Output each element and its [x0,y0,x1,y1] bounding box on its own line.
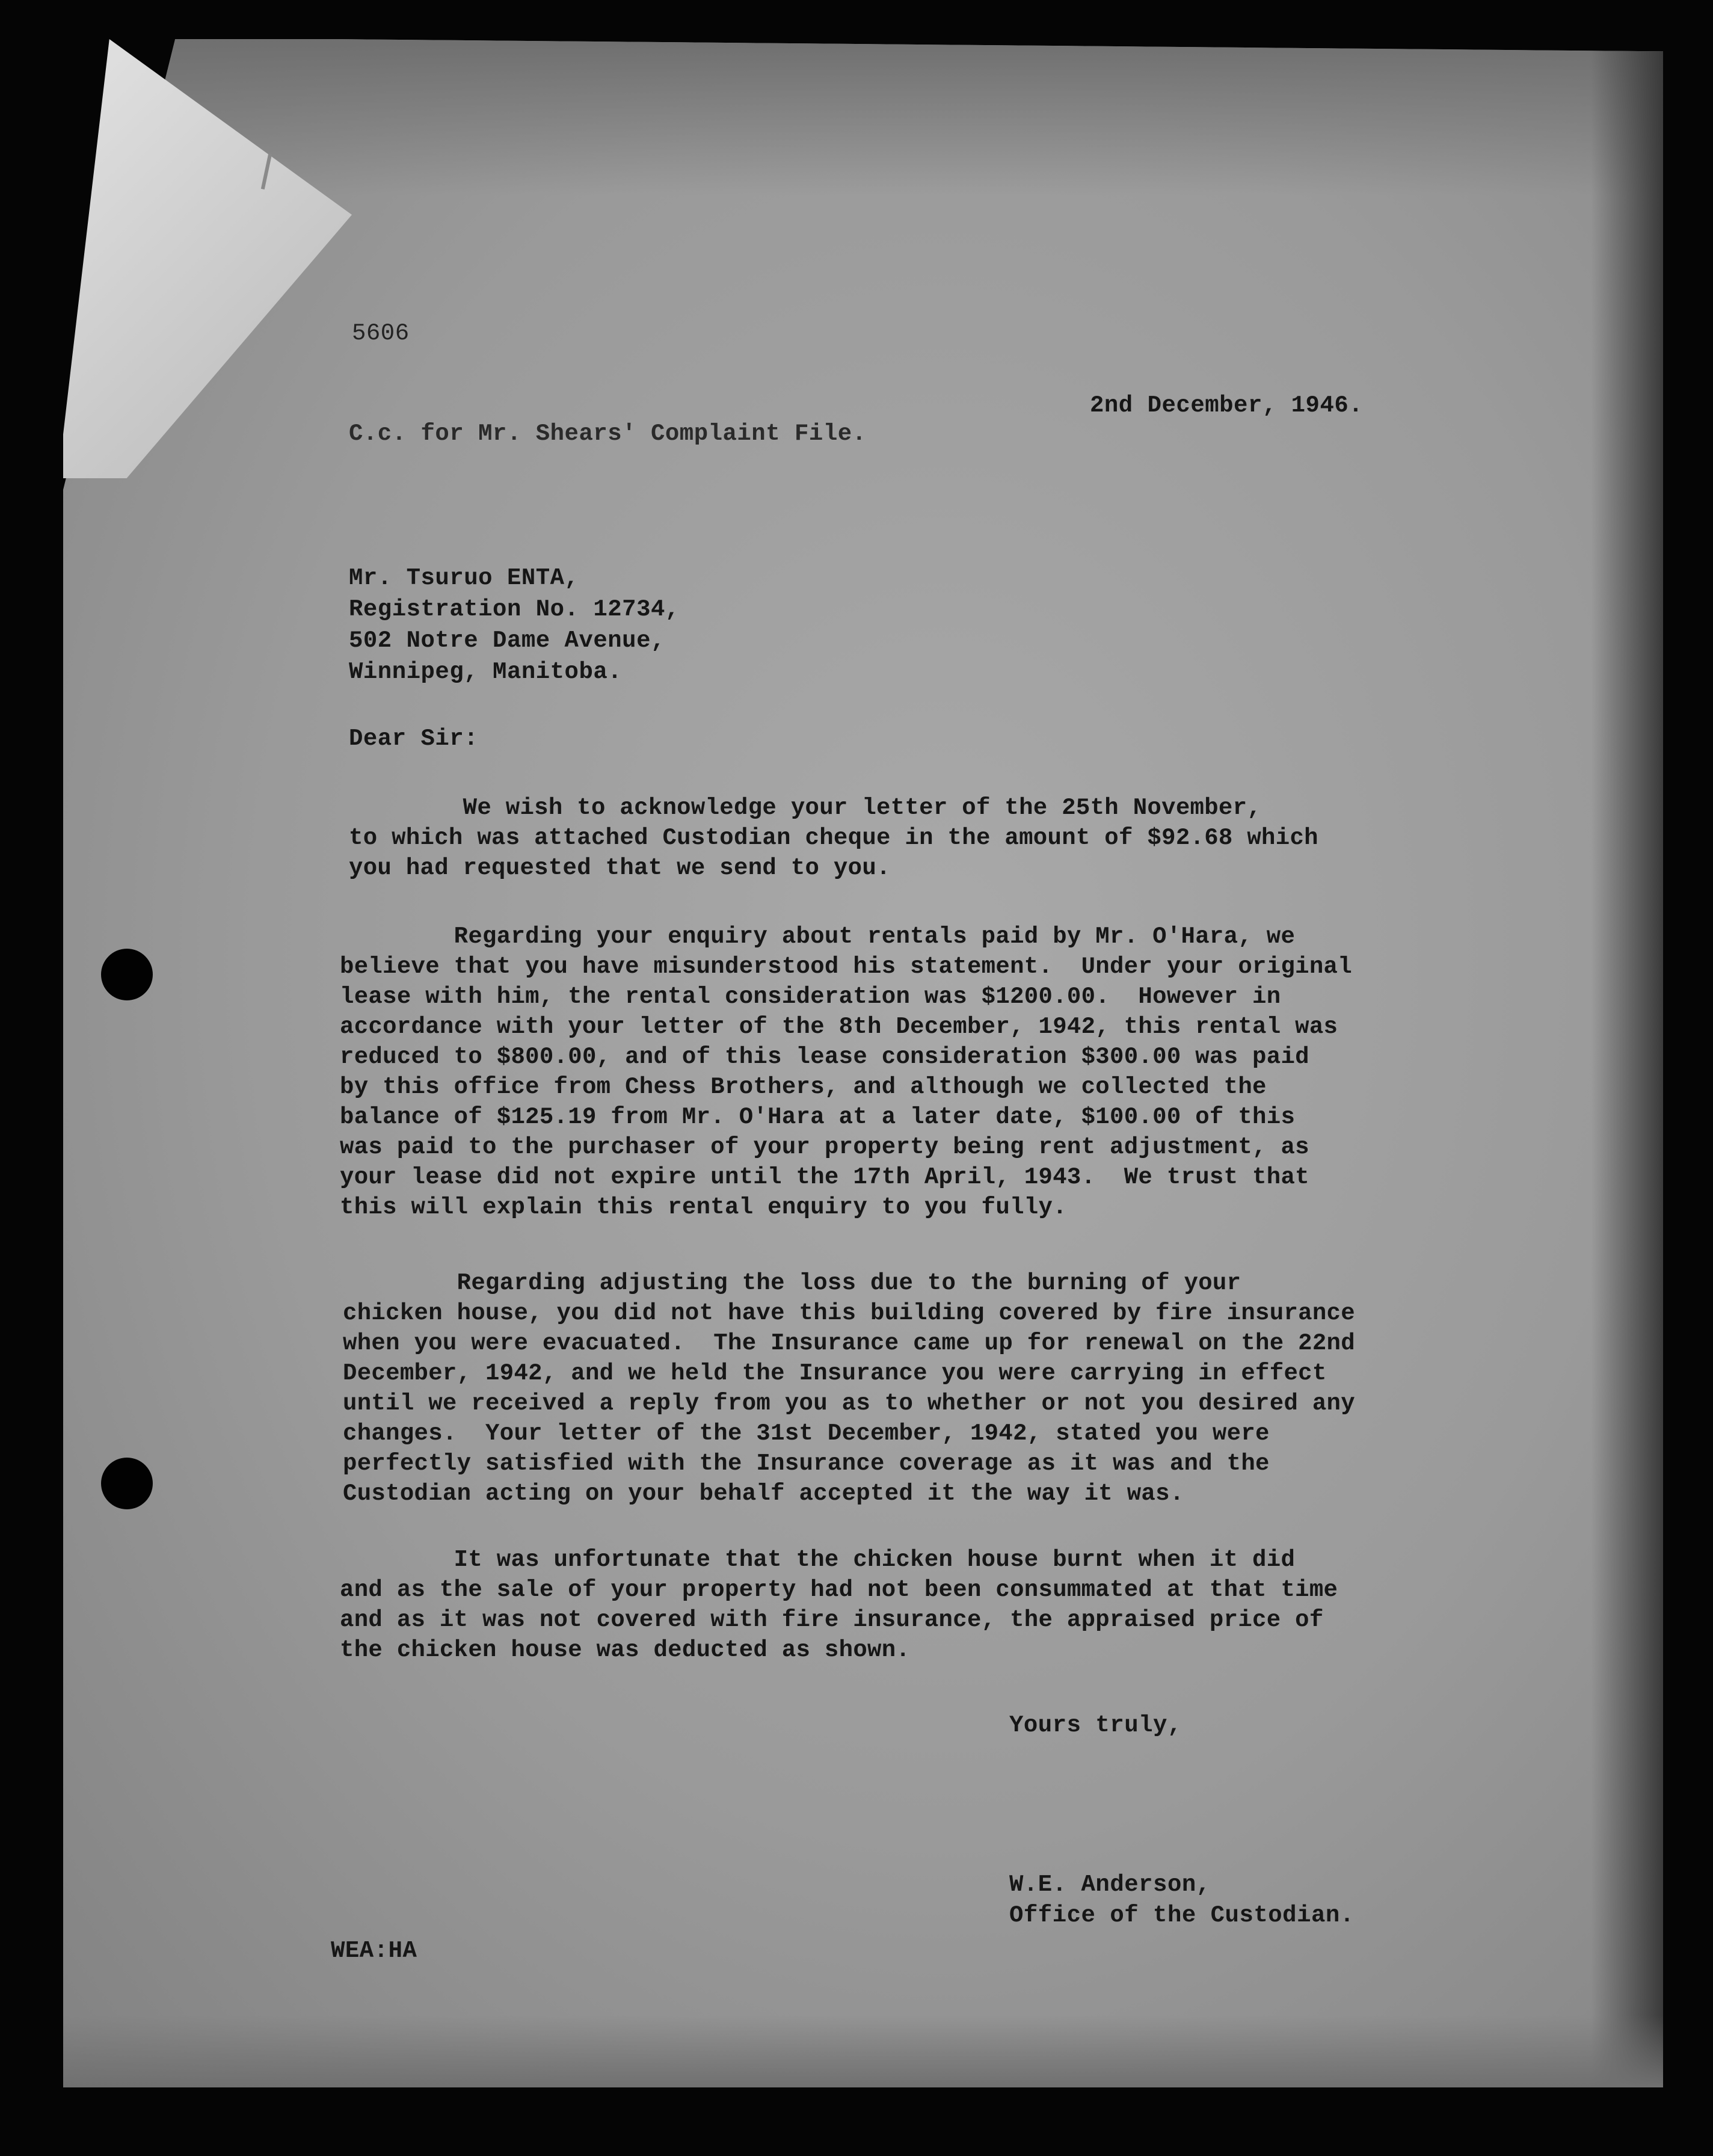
address-line: Mr. Tsuruo ENTA, [349,565,579,591]
page-shadow-top [63,39,1663,196]
carbon-copy-line: C.c. for Mr. Shears' Complaint File. [349,420,867,447]
page-shadow-bottom [63,2015,1663,2087]
signatory-title: Office of the Custodian. [1009,1902,1355,1929]
punch-hole-bottom [101,1458,153,1509]
paragraph-line: accordance with your letter of the 8th December, 1942, this rental was [340,1014,1338,1040]
paragraph-line: balance of $125.19 from Mr. O'Hara at a later date, $100.00 of this [340,1104,1296,1130]
paragraph-line: changes. Your letter of the 31st December, 1942, stated you were [343,1420,1270,1447]
paragraph-line: believe that you have misunderstood his statement. Under your original [340,953,1352,980]
recipient-address [349,562,680,688]
paragraph-line: until we received a reply from you as to whether or not you desired any [343,1390,1355,1417]
punch-hole-top [101,949,153,1000]
paragraph-line: Regarding adjusting the loss due to the burning of your [343,1270,1241,1296]
paragraph-rentals [340,922,1352,1222]
paragraph-line: you had requested that we send to you. [349,855,891,881]
paragraph-line: when you were evacuated. The Insurance came up for renewal on the 22nd [343,1330,1355,1357]
file-number: 5606 [352,320,410,346]
paragraph-line: this will explain this rental enquiry to you fully. [340,1194,1067,1221]
paragraph-line: your lease did not expire until the 17th April, 1943. We trust that [340,1164,1309,1190]
paragraph-line: reduced to $800.00, and of this lease consideration $300.00 was paid [340,1044,1309,1070]
paragraph-line: December, 1942, and we held the Insurance you were carrying in effect [343,1360,1327,1387]
salutation: Dear Sir: [349,725,479,752]
paragraph-line: Regarding your enquiry about rentals paid by Mr. O'Hara, we [340,923,1296,950]
paragraph-line: and as the sale of your property had not been consummated at that time [340,1577,1338,1603]
paragraph-line: was paid to the purchaser of your property being rent adjustment, as [340,1134,1309,1160]
paragraph-acknowledgement [349,793,1318,883]
signatory-name: W.E. Anderson, [1009,1871,1211,1898]
typist-initials: WEA:HA [331,1938,417,1964]
paragraph-insurance [343,1268,1355,1509]
letter-date: 2nd December, 1946. [1090,392,1364,419]
paragraph-line: lease with him, the rental consideration was $1200.00. However in [340,984,1281,1010]
page-shadow-right [1591,39,1663,2087]
closing: Yours truly, [1009,1712,1182,1739]
paragraph-chicken-house [340,1545,1338,1665]
paragraph-line: We wish to acknowledge your letter of the 25th November, [349,795,1262,821]
paragraph-line: Custodian acting on your behalf accepted it the way it was. [343,1480,1184,1507]
address-line: Winnipeg, Manitoba. [349,659,623,685]
paragraph-line: the chicken house was deducted as shown. [340,1637,911,1663]
paragraph-line: by this office from Chess Brothers, and although we collected the [340,1074,1267,1100]
paragraph-line: and as it was not covered with fire insurance, the appraised price of [340,1607,1324,1633]
paragraph-line: chicken house, you did not have this building covered by fire insurance [343,1300,1355,1326]
address-line: 502 Notre Dame Avenue, [349,627,665,654]
paragraph-line: to which was attached Custodian cheque in the amount of $92.68 which [349,825,1318,851]
address-line: Registration No. 12734, [349,596,680,623]
paragraph-line: perfectly satisfied with the Insurance coverage as it was and the [343,1450,1270,1477]
paragraph-line: It was unfortunate that the chicken house burnt when it did [340,1547,1296,1573]
